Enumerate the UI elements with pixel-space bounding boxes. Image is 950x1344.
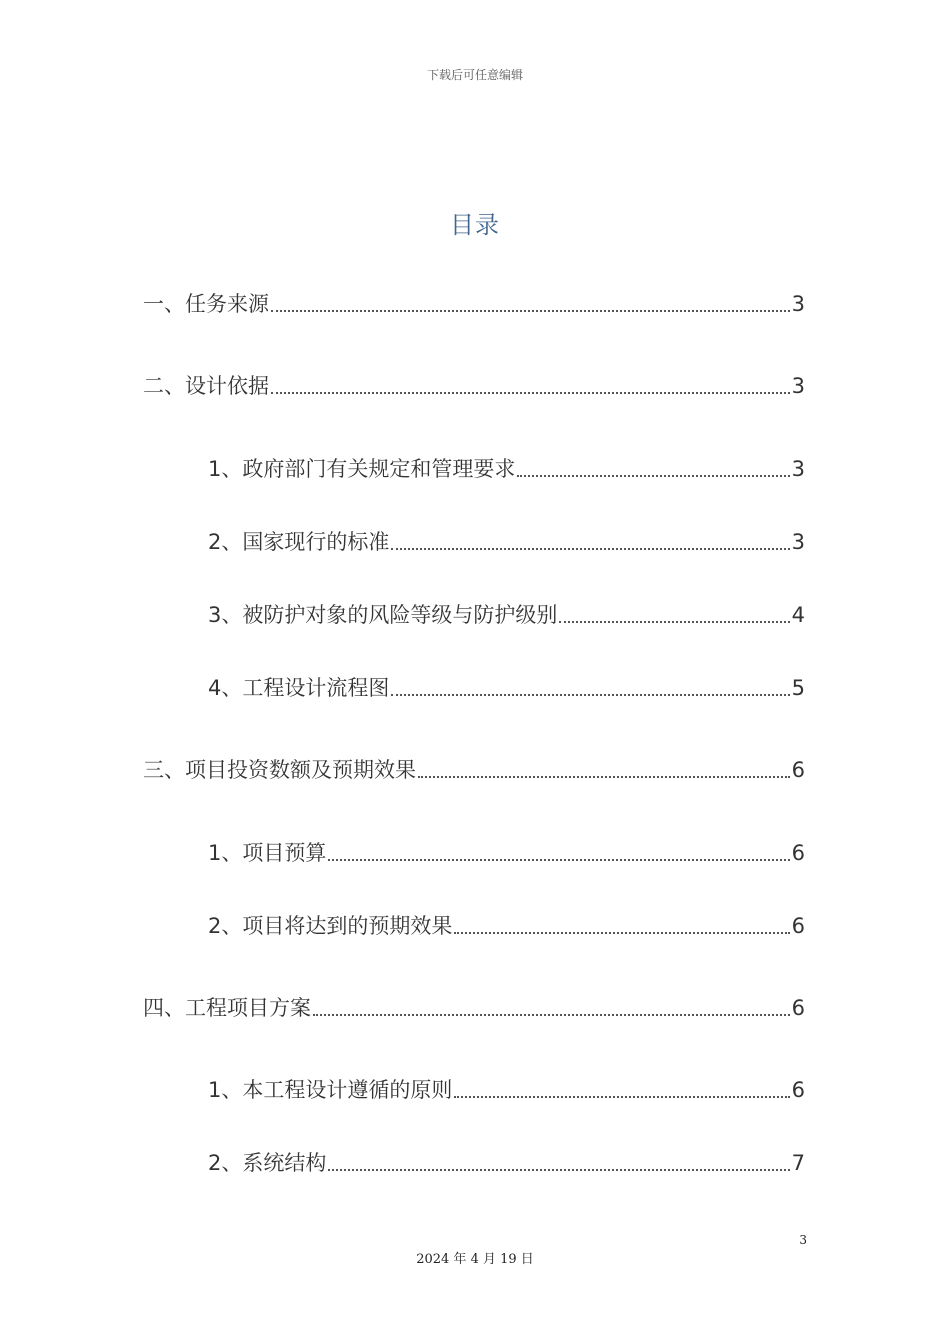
toc-entry-label: 二、设计依据 [143,374,269,398]
footer-date: 2024 年 4 月 19 日 [416,1252,534,1267]
toc-dot-leader [559,621,789,623]
toc-entry-page: 3 [791,292,805,316]
toc-entry[interactable] [143,371,805,401]
toc-dot-leader [454,1096,789,1098]
toc-entry-page: 6 [791,1078,805,1102]
toc-entry-label: 1、政府部门有关规定和管理要求 [208,457,516,481]
toc-dot-leader [313,1014,790,1016]
toc-entry-label: 四、工程项目方案 [143,996,311,1020]
toc-entry[interactable] [208,838,805,868]
toc-dot-leader [391,548,789,550]
toc-title: 目录 [450,211,500,239]
toc-dot-leader [271,310,790,312]
toc-dot-leader [328,859,789,861]
toc-entry[interactable] [143,289,805,319]
toc-entry-label: 2、国家现行的标准 [208,530,390,554]
toc-entry[interactable] [208,454,805,484]
toc-dot-leader [391,694,789,696]
toc-dot-leader [328,1169,789,1171]
toc-entry-label: 三、项目投资数额及预期效果 [143,758,416,782]
toc-entry-page: 6 [791,841,805,865]
toc-entry-label: 1、本工程设计遵循的原则 [208,1078,453,1102]
toc-entry-label: 4、工程设计流程图 [208,676,390,700]
toc-entry[interactable] [208,1148,805,1178]
toc-entry-label: 一、任务来源 [143,292,269,316]
toc-entry[interactable] [143,993,805,1023]
toc-entry-label: 1、项目预算 [208,841,327,865]
toc-entry-page: 3 [791,457,805,481]
toc-entry-label: 2、项目将达到的预期效果 [208,914,453,938]
toc-entry-page: 6 [791,914,805,938]
toc-entry-label: 2、系统结构 [208,1151,327,1175]
header-note: 下载后可任意编辑 [426,68,523,82]
toc-entry-page: 7 [791,1151,805,1175]
toc-entry-page: 3 [791,374,805,398]
toc-entry[interactable] [143,755,805,785]
toc-entry-page: 3 [791,530,805,554]
toc-entry[interactable] [208,600,805,630]
toc-dot-leader [271,392,790,394]
toc-entry[interactable] [208,527,805,557]
toc-entry-page: 6 [791,758,805,782]
toc-entry[interactable] [208,911,805,941]
toc-entry-label: 3、被防护对象的风险等级与防护级别 [208,603,558,627]
toc-entry-page: 6 [791,996,805,1020]
toc-entry-page: 5 [791,676,805,700]
toc-dot-leader [454,932,789,934]
toc-entry-page: 4 [791,603,805,627]
toc-dot-leader [418,776,790,778]
page-number: 3 [799,1233,807,1247]
toc-entry[interactable] [208,1075,805,1105]
toc-dot-leader [517,475,789,477]
toc-entry[interactable] [208,673,805,703]
